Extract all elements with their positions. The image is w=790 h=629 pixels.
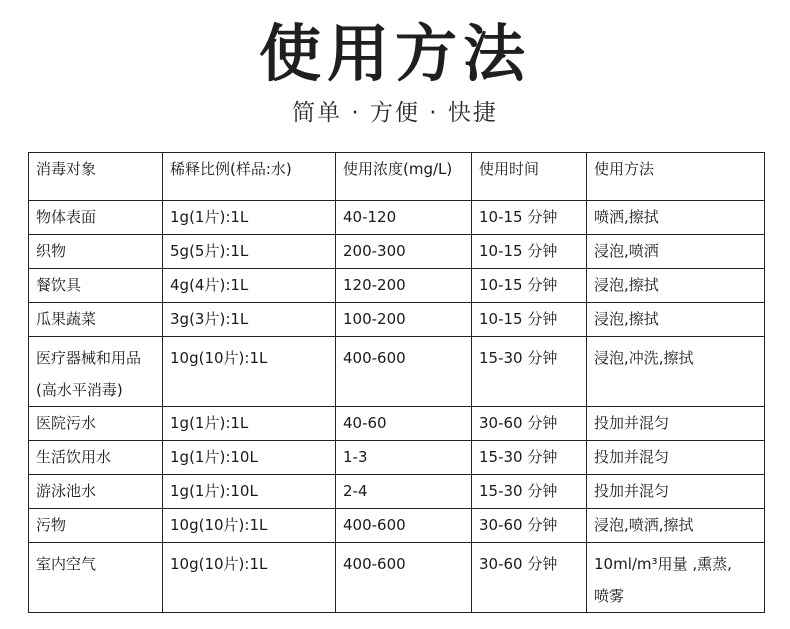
cell-target: 瓜果蔬菜 (29, 303, 163, 337)
cell-time: 10-15 分钟 (472, 303, 587, 337)
table-row (29, 543, 765, 613)
cell-target (29, 337, 163, 407)
page-subtitle: 简单 · 方便 · 快捷 (292, 100, 498, 126)
cell-concentration: 200-300 (336, 235, 472, 269)
cell-concentration: 40-120 (336, 201, 472, 235)
cell-dilution: 1g(1片):1L (163, 201, 336, 235)
cell-time: 10-15 分钟 (472, 201, 587, 235)
cell-method: 浸泡,喷洒,擦拭 (587, 509, 765, 543)
cell-dilution: 10g(10片):1L (163, 337, 336, 407)
cell-dilution: 10g(10片):1L (163, 509, 336, 543)
table-row (29, 303, 765, 337)
cell-time: 15-30 分钟 (472, 441, 587, 475)
header-dilution: 稀释比例(样品:水) (163, 153, 336, 201)
cell-dilution: 1g(1片):1L (163, 407, 336, 441)
cell-target: 物体表面 (29, 201, 163, 235)
cell-target: 医院污水 (29, 407, 163, 441)
table-row (29, 269, 765, 303)
cell-concentration: 2-4 (336, 475, 472, 509)
cell-dilution: 3g(3片):1L (163, 303, 336, 337)
cell-method: 浸泡,擦拭 (587, 303, 765, 337)
cell-dilution: 10g(10片):1L (163, 543, 336, 613)
table-row (29, 475, 765, 509)
table-row (29, 441, 765, 475)
cell-method-line1: 10ml/m³用量 ,熏蒸, (594, 555, 732, 573)
cell-target-line1: 医疗器械和用品 (36, 349, 142, 367)
table-row (29, 201, 765, 235)
cell-target: 室内空气 (29, 543, 163, 613)
table-header-row (29, 153, 765, 201)
cell-method (587, 543, 765, 613)
cell-dilution: 1g(1片):10L (163, 441, 336, 475)
table-row (29, 407, 765, 441)
header-target: 消毒对象 (29, 153, 163, 201)
cell-method: 喷洒,擦拭 (587, 201, 765, 235)
cell-method-line2: 喷雾 (594, 587, 625, 605)
cell-time: 30-60 分钟 (472, 509, 587, 543)
cell-time: 10-15 分钟 (472, 235, 587, 269)
cell-time: 10-15 分钟 (472, 269, 587, 303)
cell-method: 浸泡,擦拭 (587, 269, 765, 303)
cell-target: 游泳池水 (29, 475, 163, 509)
cell-dilution: 4g(4片):1L (163, 269, 336, 303)
table-row (29, 235, 765, 269)
page-title: 使用方法 (258, 17, 531, 90)
cell-concentration: 1-3 (336, 441, 472, 475)
header-method: 使用方法 (587, 153, 765, 201)
cell-time: 15-30 分钟 (472, 337, 587, 407)
cell-target-line2: (高水平消毒) (36, 381, 123, 399)
table-row (29, 509, 765, 543)
header-time: 使用时间 (472, 153, 587, 201)
cell-method: 浸泡,冲洗,擦拭 (587, 337, 765, 407)
cell-concentration: 400-600 (336, 509, 472, 543)
cell-method: 浸泡,喷洒 (587, 235, 765, 269)
cell-target: 织物 (29, 235, 163, 269)
cell-method: 投加并混匀 (587, 407, 765, 441)
header-concentration: 使用浓度(mg/L) (336, 153, 472, 201)
cell-time: 30-60 分钟 (472, 543, 587, 613)
cell-target: 污物 (29, 509, 163, 543)
cell-dilution: 1g(1片):10L (163, 475, 336, 509)
cell-target: 生活饮用水 (29, 441, 163, 475)
cell-method: 投加并混匀 (587, 441, 765, 475)
cell-dilution: 5g(5片):1L (163, 235, 336, 269)
cell-concentration: 40-60 (336, 407, 472, 441)
table-row (29, 337, 765, 407)
cell-target: 餐饮具 (29, 269, 163, 303)
usage-table (28, 152, 765, 613)
cell-concentration: 400-600 (336, 337, 472, 407)
cell-concentration: 100-200 (336, 303, 472, 337)
cell-time: 30-60 分钟 (472, 407, 587, 441)
cell-concentration: 400-600 (336, 543, 472, 613)
cell-concentration: 120-200 (336, 269, 472, 303)
cell-method: 投加并混匀 (587, 475, 765, 509)
cell-time: 15-30 分钟 (472, 475, 587, 509)
